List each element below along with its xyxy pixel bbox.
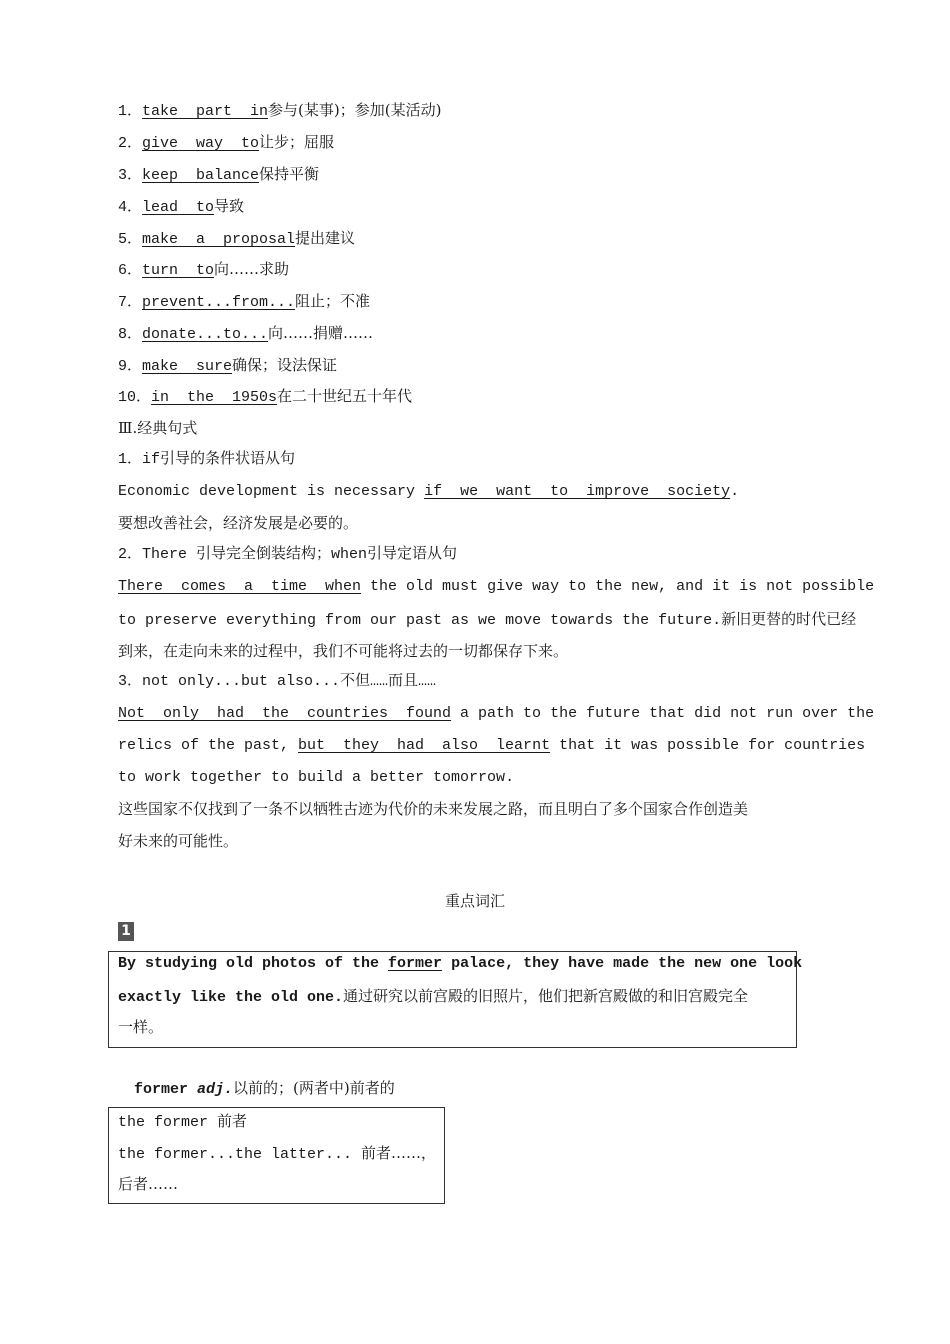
phrase-item xyxy=(118,290,370,314)
phrase-item xyxy=(118,195,244,219)
sentence-translation: 要想改善社会，经济发展是必要的。 xyxy=(118,514,359,532)
phrase-meaning: 阻止；不准 xyxy=(295,292,371,310)
phrase-item xyxy=(118,385,412,409)
word-meaning: 以前的；(两者中)前者的 xyxy=(233,1079,395,1097)
phrase-meaning: 保持平衡 xyxy=(259,165,320,183)
keyword: former xyxy=(388,955,443,972)
phrase-meaning: 参与(某事)；参加(某活动) xyxy=(268,101,442,119)
usage-box xyxy=(108,1107,445,1204)
example-sentence-line: to work together to build a better tomorrow. xyxy=(118,769,515,786)
usage-meaning: 前者……， xyxy=(361,1144,437,1162)
word: former xyxy=(134,1081,198,1098)
part-of-speech: adj. xyxy=(197,1081,234,1098)
example-sentence-line xyxy=(118,735,866,757)
phrase-number: 4． xyxy=(118,199,143,216)
phrase-answer: keep balance xyxy=(142,167,260,184)
phrase-meaning: 在二十世纪五十年代 xyxy=(277,387,413,405)
phrase-item xyxy=(118,99,441,123)
example-text: By studying old photos of the xyxy=(118,955,389,972)
sentence-text: a path to the future that did not run over the xyxy=(451,705,875,722)
section-heading: Ⅲ.经典句式 xyxy=(118,419,198,437)
example-translation: 一样。 xyxy=(118,1018,164,1036)
phrase-number: 6． xyxy=(118,262,143,279)
example-sentence-line xyxy=(118,576,875,598)
phrase-meaning: 提出建议 xyxy=(295,229,356,247)
usage-phrase: the former...the latter... xyxy=(118,1146,362,1163)
phrase-number: 10． xyxy=(118,389,152,406)
phrase-answer: make a proposal xyxy=(142,231,296,248)
example-sentence-line xyxy=(118,703,875,725)
sentence-title: 2．There 引导完全倒装结构；when引导定语从句 xyxy=(118,546,458,563)
example-sentence-line xyxy=(118,608,857,632)
phrase-item xyxy=(118,131,334,155)
sentence-translation: 这些国家不仅找到了一条不以牺牲古迹为代价的未来发展之路，而且明白了多个国家合作创造美 xyxy=(118,800,749,818)
sentence-answer: Not only had the countries found xyxy=(118,705,452,722)
example-sentence xyxy=(118,481,739,503)
phrase-meaning: 确保；设法保证 xyxy=(232,356,338,374)
phrase-answer: prevent...from... xyxy=(142,294,296,311)
sentence-text: to preserve everything from our past as we move towards the future. xyxy=(118,612,722,629)
phrase-meaning: 让步；屈服 xyxy=(259,133,335,151)
sentence-translation: 好未来的可能性。 xyxy=(118,832,239,850)
sentence-title: 1．if引导的条件状语从句 xyxy=(118,451,296,468)
sentence-text: the old must give way to the new, and it is not possible xyxy=(361,578,875,595)
sentence-translation: 到来，在走向未来的过程中，我们不可能将过去的一切都保存下来。 xyxy=(118,642,569,660)
phrase-answer: take part in xyxy=(142,103,269,120)
vocab-heading: 重点词汇 xyxy=(444,892,505,910)
phrase-meaning: 向……求助 xyxy=(214,260,290,278)
sentence-title: 3．not only...but also...不但……而且…… xyxy=(118,673,437,690)
sentence-text: that it was possible for countries xyxy=(550,737,866,754)
example-line xyxy=(118,953,803,975)
phrase-number: 5． xyxy=(118,231,143,248)
sentence-text: relics of the past, xyxy=(118,737,299,754)
item-number-badge: 1 xyxy=(118,922,134,941)
sentence-answer: There comes a time when xyxy=(118,578,362,595)
phrase-number: 7． xyxy=(118,294,143,311)
example-box xyxy=(108,951,803,1048)
word-definition xyxy=(134,1077,395,1101)
phrase-item xyxy=(118,163,319,187)
sentence-answer: but they had also learnt xyxy=(298,737,551,754)
example-translation: 通过研究以前宫殿的旧照片，他们把新宫殿做的和旧宫殿完全 xyxy=(343,987,749,1005)
phrase-number: 8． xyxy=(118,326,143,343)
phrase-answer: turn to xyxy=(142,262,215,279)
usage-line xyxy=(118,1110,247,1134)
phrase-item xyxy=(118,258,289,282)
usage-meaning: 后者…… xyxy=(118,1175,179,1193)
phrase-answer: donate...to... xyxy=(142,326,269,343)
sentence-text: . xyxy=(730,483,740,500)
phrase-number: 1． xyxy=(118,103,143,120)
phrase-answer: in the 1950s xyxy=(151,389,278,406)
phrase-item xyxy=(118,322,373,346)
phrase-number: 3． xyxy=(118,167,143,184)
example-text: exactly like the old one. xyxy=(118,989,344,1006)
usage-meaning: 前者 xyxy=(217,1112,248,1130)
usage-line xyxy=(118,1142,436,1166)
phrase-answer: lead to xyxy=(142,199,215,216)
sentence-text: Economic development is necessary xyxy=(118,483,425,500)
sentence-translation: 新旧更替的时代已经 xyxy=(721,610,857,628)
sentence-answer: if we want to improve society xyxy=(424,483,731,500)
phrase-meaning: 导致 xyxy=(214,197,245,215)
phrase-number: 9． xyxy=(118,358,143,375)
phrase-item xyxy=(118,227,355,251)
phrase-answer: make sure xyxy=(142,358,233,375)
usage-phrase: the former xyxy=(118,1114,218,1131)
example-text: palace, they have made the new one look xyxy=(442,955,803,972)
phrase-item xyxy=(118,354,337,378)
phrase-number: 2． xyxy=(118,135,143,152)
example-line xyxy=(118,985,748,1009)
phrase-answer: give way to xyxy=(142,135,260,152)
phrase-meaning: 向……捐赠…… xyxy=(268,324,374,342)
